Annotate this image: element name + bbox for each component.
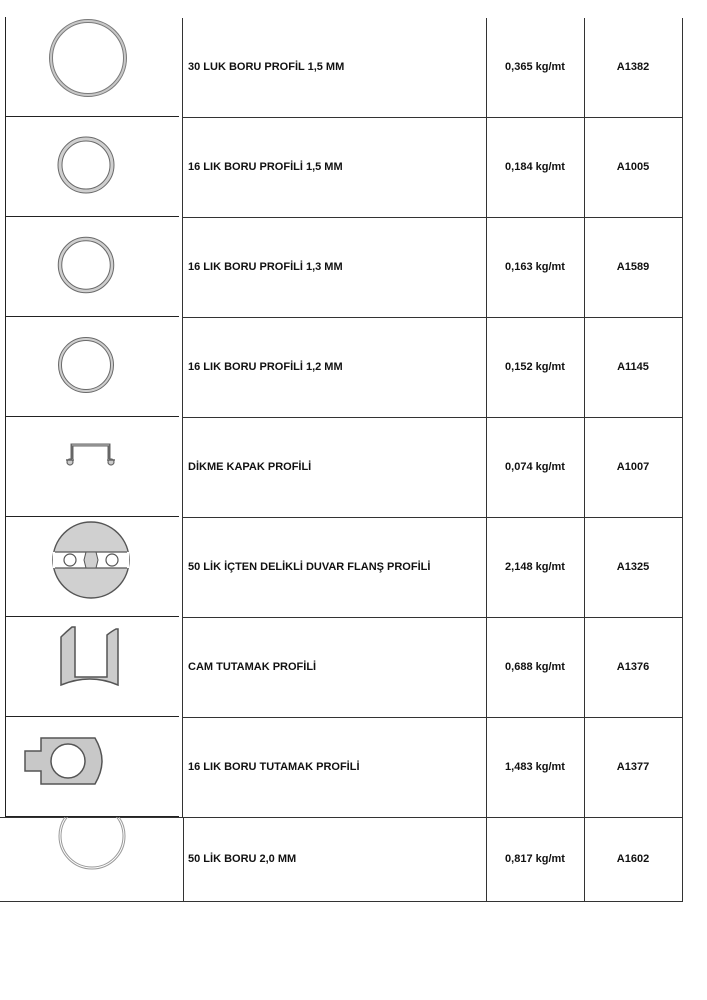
profile-code: A1145 bbox=[617, 361, 649, 373]
profile-weight: 0,152 kg/mt bbox=[505, 361, 565, 373]
profile-code: A1376 bbox=[616, 661, 650, 673]
profile-name: 16 LIK BORU PROFİLİ 1,2 MM bbox=[188, 361, 343, 373]
profile-image-cell bbox=[5, 117, 179, 217]
profile-image-cell bbox=[5, 417, 179, 517]
table-row bbox=[0, 817, 707, 901]
profile-image-cell bbox=[5, 217, 179, 317]
profile-weight: 0,817 kg/mt bbox=[505, 853, 565, 865]
profile-weight: 0,074 kg/mt bbox=[505, 461, 565, 473]
profile-name: 30 LUK BORU PROFİL 1,5 MM bbox=[188, 61, 345, 73]
table-row bbox=[0, 17, 707, 117]
profile-image-cell bbox=[5, 317, 179, 417]
profile-name: 50 LİK İÇTEN DELİKLİ DUVAR FLANŞ PROFİLİ bbox=[188, 561, 431, 573]
profile-code: A1602 bbox=[616, 853, 650, 865]
table-row bbox=[0, 217, 707, 317]
table-row bbox=[0, 117, 707, 217]
profile-name: 50 LİK BORU 2,0 MM bbox=[188, 853, 297, 865]
profile-name: 16 LIK BORU PROFİLİ 1,3 MM bbox=[188, 261, 343, 273]
profile-image-cell bbox=[5, 517, 179, 617]
profile-code: A1007 bbox=[616, 461, 650, 473]
profile-name: DİKME KAPAK PROFİLİ bbox=[188, 461, 312, 473]
profile-weight: 0,163 kg/mt bbox=[505, 261, 565, 273]
table-row bbox=[0, 717, 707, 817]
profile-image-cell bbox=[0, 817, 183, 901]
profile-code: A1589 bbox=[616, 261, 650, 273]
profile-weight: 0,688 kg/mt bbox=[505, 661, 565, 673]
profile-image-cell bbox=[5, 17, 179, 117]
profile-name: 16 LIK BORU PROFİLİ 1,5 MM bbox=[188, 161, 343, 173]
profile-code: A1005 bbox=[616, 161, 650, 173]
profile-code: A1382 bbox=[616, 61, 650, 73]
profile-image-cell bbox=[5, 617, 179, 717]
table-row bbox=[0, 517, 707, 617]
profile-name: 16 LIK BORU TUTAMAK PROFİLİ bbox=[188, 761, 360, 773]
table-row bbox=[0, 317, 707, 417]
profile-weight: 1,483 kg/mt bbox=[505, 761, 565, 773]
profile-code: A1325 bbox=[616, 561, 650, 573]
table-row bbox=[0, 617, 707, 717]
profile-weight: 2,148 kg/mt bbox=[505, 561, 565, 573]
profile-weight: 0,184 kg/mt bbox=[505, 161, 565, 173]
row-divider bbox=[0, 901, 683, 902]
profile-weight: 0,365 kg/mt bbox=[505, 61, 565, 73]
profile-name: CAM TUTAMAK PROFİLİ bbox=[188, 661, 317, 673]
table-row bbox=[0, 417, 707, 517]
profile-code: A1377 bbox=[616, 761, 650, 773]
profile-image-cell bbox=[5, 717, 179, 817]
